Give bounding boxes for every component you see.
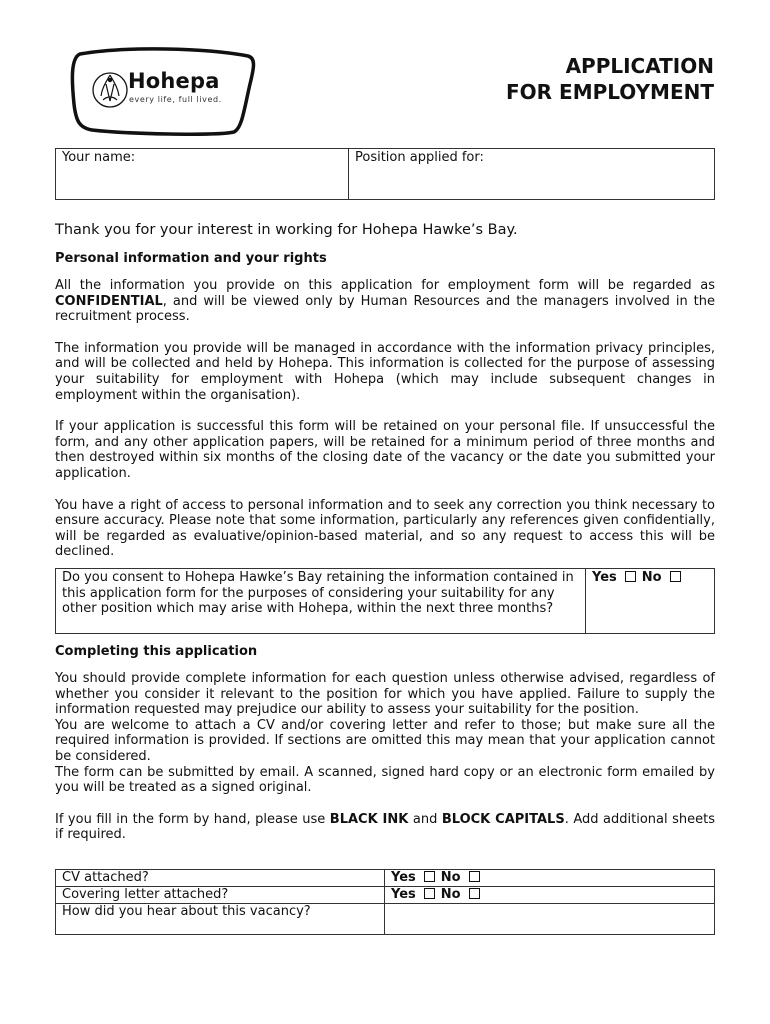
cv-yes-checkbox[interactable]: [424, 871, 435, 882]
personal-info-section: [55, 278, 715, 560]
cv-no-label: No: [440, 870, 461, 885]
name-position-table: [55, 148, 715, 200]
letter-yes-checkbox[interactable]: [424, 888, 435, 899]
letter-no-checkbox[interactable]: [469, 888, 480, 899]
cv-attached-label: CV attached?: [56, 870, 385, 887]
cv-yes-label: Yes: [391, 870, 416, 885]
cv-no-checkbox[interactable]: [469, 871, 480, 882]
paragraph-attach-cv: You are welcome to attach a CV and/or covering letter and refer to those; but make sure all the required information is provided. If sections are omitted this may mean that your application cannot be considered.: [55, 717, 715, 764]
consent-yes-checkbox[interactable]: [625, 571, 636, 582]
logo-tagline: every life, full lived.: [129, 95, 222, 104]
consent-answer-cell: [586, 569, 715, 634]
paragraph-access-rights: You have a right of access to personal information and to seek any correction you think necessary to ensure accuracy. Please note that some information, particularly any references given confidentially, will be regarded as evaluative/opinion-based material, and so any request to access this will be declined.: [55, 497, 715, 560]
paragraph-black-ink: If you fill in the form by hand, please use BLACK INK and BLOCK CAPITALS. Add additional sheets if required.: [55, 811, 715, 843]
paragraph-retention: If your application is successful this form will be retained on your personal file. If unsuccessful the form, and any other application papers, will be retained for a minimum period of three months and then destroyed within six months of the closing date of the vacancy or the date you submitted your application.: [55, 419, 715, 481]
consent-yes-label: Yes: [592, 570, 617, 585]
consent-no-checkbox[interactable]: [670, 571, 681, 582]
hohepa-logo: [66, 44, 256, 136]
intro-text: Thank you for your interest in working for Hohepa Hawke’s Bay.: [55, 222, 518, 238]
section-heading-completing: Completing this application: [55, 644, 258, 659]
paragraph-confidential: All the information you provide on this application for employment form will be regarded as CONFIDENTIAL, and will be viewed only by Human Resources and the managers involved in the recruitment process.: [55, 278, 715, 325]
position-applied-field[interactable]: [349, 149, 715, 200]
paragraph-email-submission: The form can be submitted by email. A scanned, signed hard copy or an electronic form emailed by you will be treated as a signed original.: [55, 764, 715, 796]
your-name-label: Your name:: [62, 150, 136, 165]
title-line-2: FOR EMPLOYMENT: [506, 80, 714, 104]
completing-section: [55, 671, 715, 843]
consent-no-label: No: [641, 570, 662, 585]
letter-attached-answer: [385, 887, 715, 904]
letter-no-label: No: [440, 887, 461, 902]
paragraph-privacy: The information you provide will be managed in accordance with the information privacy principles, and will be collected and held by Hohepa. This information is collected for the purpose of assessing your suitability for employment with Hohepa (which may include subsequent changes in employment within the organisation).: [55, 340, 715, 403]
letter-attached-label: Covering letter attached?: [56, 887, 385, 904]
section-heading-personal-info: Personal information and your rights: [55, 251, 327, 266]
paragraph-complete-info: You should provide complete information for each question unless otherwise advised, regardless of whether you consider it relevant to the position for which you have applied. Failure to supply the information requested may prejudice our ability to assess your suitability for the position.: [55, 671, 715, 718]
your-name-field[interactable]: [56, 149, 349, 200]
title-line-1: APPLICATION: [565, 54, 714, 78]
hear-about-vacancy-label: How did you hear about this vacancy?: [56, 904, 385, 935]
consent-table: [55, 568, 715, 634]
consent-question: Do you consent to Hohepa Hawke’s Bay retaining the information contained in this application form for the purposes of considering your suitability for any other position which may arise with Hohepa, within the next three months?: [56, 569, 586, 634]
letter-yes-label: Yes: [391, 887, 416, 902]
logo-wordmark: Hohepa: [128, 69, 220, 93]
hear-about-vacancy-field[interactable]: [385, 904, 715, 935]
position-applied-label: Position applied for:: [355, 150, 484, 165]
page-title: [506, 53, 714, 105]
cv-attached-answer: [385, 870, 715, 887]
attachments-table: [55, 869, 715, 935]
